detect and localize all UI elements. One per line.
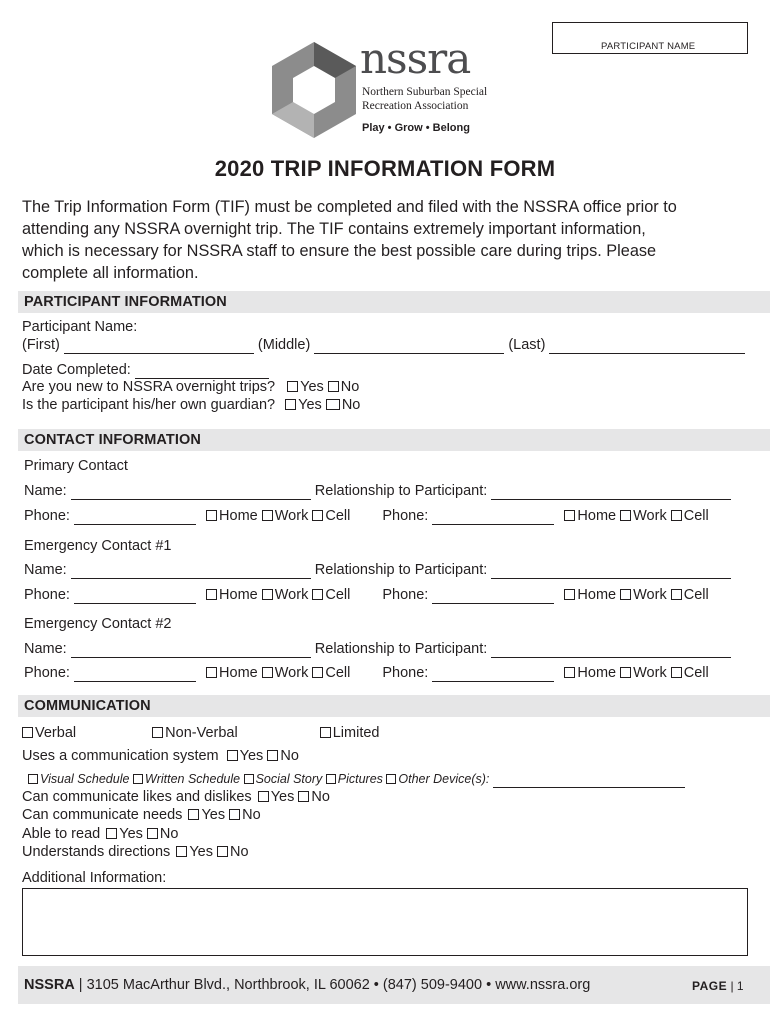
yes-label: Yes (300, 379, 324, 395)
likes-row (22, 788, 330, 806)
emergency2-phone-row (24, 664, 709, 682)
emergency1-name-row (24, 561, 731, 579)
checkbox[interactable] (312, 667, 323, 678)
home-label: Home (577, 665, 617, 681)
checkbox[interactable] (227, 750, 238, 761)
own-guardian-question: Is the participant his/her own guardian? (22, 397, 276, 413)
footer-separator: | (78, 977, 87, 993)
participant-section-header (18, 291, 770, 313)
no-label: No (230, 844, 249, 860)
emergency1-relationship-field[interactable] (491, 565, 731, 579)
no-label: No (340, 379, 360, 395)
checkbox[interactable] (328, 381, 339, 392)
yes-label: Yes (189, 844, 213, 860)
phone-label: Phone: (24, 508, 70, 524)
communication-type-row (22, 724, 379, 742)
own-guardian-row (22, 396, 360, 414)
additional-info-textarea[interactable] (22, 888, 748, 956)
checkbox[interactable] (320, 727, 331, 738)
footer-separator: | (730, 979, 737, 993)
page-number: 1 (736, 979, 744, 993)
checkbox[interactable] (176, 846, 187, 857)
checkbox[interactable] (671, 510, 682, 521)
home-label: Home (219, 587, 258, 603)
checkbox[interactable] (188, 809, 199, 820)
checkbox[interactable] (312, 589, 323, 600)
emergency2-name-field[interactable] (71, 644, 311, 658)
page-label: PAGE (692, 979, 728, 993)
uses-system-label: Uses a communication system (22, 748, 219, 764)
footer-page-indicator (692, 979, 744, 993)
phone-field[interactable] (432, 590, 554, 604)
phone-field[interactable] (74, 668, 196, 682)
checkbox[interactable] (386, 774, 396, 784)
written-schedule-label: Written Schedule (144, 772, 241, 786)
checkbox[interactable] (152, 727, 163, 738)
work-label: Work (633, 665, 667, 681)
primary-name-field[interactable] (71, 486, 311, 500)
checkbox[interactable] (285, 399, 296, 410)
section-title: PARTICIPANT INFORMATION (24, 294, 227, 310)
footer-address: 3105 MacArthur Blvd., Northbrook, IL 60062 • (847) 509-9400 • www.nssra.org (86, 977, 591, 993)
home-label: Home (219, 508, 258, 524)
checkbox[interactable] (564, 510, 575, 521)
checkbox[interactable] (206, 510, 217, 521)
emergency2-name-row (24, 640, 731, 658)
non-verbal-label: Non-Verbal (165, 725, 238, 741)
logo-org-line1: Northern Suburban Special (362, 86, 488, 98)
read-label: Able to read (22, 826, 101, 842)
checkbox[interactable] (229, 809, 240, 820)
logo-org-line2: Recreation Association (362, 100, 469, 112)
intro-paragraph (22, 196, 677, 284)
additional-info-label: Additional Information: (22, 870, 167, 886)
pictures-label: Pictures (337, 772, 383, 786)
relationship-label: Relationship to Participant: (314, 641, 488, 657)
checkbox[interactable] (267, 750, 278, 761)
form-title: 2020 TRIP INFORMATION FORM (214, 156, 556, 181)
checkbox[interactable] (620, 510, 631, 521)
last-name-field[interactable] (549, 340, 745, 354)
participant-name-label: Participant Name: (22, 319, 138, 335)
phone-field[interactable] (432, 511, 554, 525)
participant-name-row (22, 336, 745, 354)
checkbox[interactable] (244, 774, 254, 784)
phone-label: Phone: (382, 665, 429, 681)
communication-section-header (18, 695, 770, 717)
section-title: COMMUNICATION (24, 698, 151, 714)
visual-schedule-label: Visual Schedule (40, 772, 130, 786)
checkbox[interactable] (258, 791, 269, 802)
directions-row (22, 843, 249, 861)
hexagon-logo-icon (268, 40, 360, 140)
system-types-row (28, 770, 685, 788)
checkbox[interactable] (147, 828, 158, 839)
work-label: Work (633, 508, 667, 524)
no-label: No (159, 826, 179, 842)
uses-system-row (22, 747, 299, 765)
name-label: Name: (24, 483, 67, 499)
date-completed-label: Date Completed: (22, 362, 131, 378)
nssra-logo (268, 34, 508, 140)
checkbox[interactable] (106, 828, 117, 839)
relationship-label: Relationship to Participant: (314, 562, 488, 578)
needs-label: Can communicate needs (22, 807, 183, 823)
checkbox[interactable] (564, 667, 575, 678)
phone-label: Phone: (24, 665, 70, 681)
date-completed-field[interactable] (135, 365, 269, 379)
emergency-contact-1-label: Emergency Contact #1 (24, 538, 172, 554)
cell-label: Cell (683, 665, 709, 681)
contact-section-header (18, 429, 770, 451)
read-row (22, 825, 178, 843)
social-story-label: Social Story (255, 772, 323, 786)
primary-name-row (24, 482, 731, 500)
other-devices-field[interactable] (493, 776, 685, 788)
home-label: Home (219, 665, 258, 681)
date-completed-row (22, 361, 269, 379)
phone-field[interactable] (74, 511, 196, 525)
checkbox[interactable] (620, 589, 631, 600)
primary-phone-row (24, 507, 709, 525)
checkbox[interactable] (262, 510, 273, 521)
participant-name-label: PARTICIPANT NAME (601, 41, 696, 52)
work-label: Work (633, 587, 667, 603)
logo-wordmark: nssra (360, 34, 471, 83)
checkbox[interactable] (133, 774, 143, 784)
checkbox[interactable] (671, 667, 682, 678)
emergency1-name-field[interactable] (71, 565, 311, 579)
no-label: No (280, 748, 299, 764)
checkbox[interactable] (620, 667, 631, 678)
checkbox[interactable] (564, 589, 575, 600)
likes-label: Can communicate likes and dislikes (22, 789, 252, 805)
home-label: Home (577, 587, 617, 603)
phone-label: Phone: (382, 587, 429, 603)
footer-org: NSSRA (24, 977, 75, 993)
no-label: No (341, 397, 361, 413)
new-to-trips-row (22, 378, 359, 396)
cell-label: Cell (325, 665, 351, 681)
checkbox[interactable] (671, 589, 682, 600)
logo-tagline: Play • Grow • Belong (362, 122, 470, 134)
checkbox[interactable] (326, 399, 340, 410)
yes-label: Yes (201, 807, 226, 823)
name-label: Name: (24, 562, 67, 578)
emergency-contact-2-label: Emergency Contact #2 (24, 616, 172, 632)
intro-line: complete all information. (22, 264, 199, 282)
needs-row (22, 806, 261, 824)
home-label: Home (577, 508, 617, 524)
yes-label: Yes (270, 789, 295, 805)
last-label: (Last) (508, 337, 546, 353)
checkbox[interactable] (298, 791, 309, 802)
checkbox[interactable] (206, 589, 217, 600)
other-devices-label: Other Device(s): (398, 772, 490, 786)
directions-label: Understands directions (22, 844, 171, 860)
primary-relationship-field[interactable] (491, 486, 731, 500)
intro-line: The Trip Information Form (TIF) must be completed and filed with the NSSRA office prior to (22, 198, 677, 216)
intro-line: attending any NSSRA overnight trip. The TIF contains extremely important information, (22, 220, 646, 238)
checkbox[interactable] (262, 589, 273, 600)
work-label: Work (274, 665, 309, 681)
emergency2-relationship-field[interactable] (491, 644, 731, 658)
phone-field[interactable] (74, 590, 196, 604)
checkbox[interactable] (28, 774, 38, 784)
verbal-label: Verbal (35, 725, 77, 741)
checkbox[interactable] (262, 667, 273, 678)
new-to-trips-question: Are you new to NSSRA overnight trips? (22, 379, 276, 395)
first-name-field[interactable] (64, 340, 254, 354)
checkbox[interactable] (312, 510, 323, 521)
checkbox[interactable] (22, 727, 33, 738)
cell-label: Cell (683, 587, 709, 603)
yes-label: Yes (239, 748, 264, 764)
emergency1-phone-row (24, 586, 709, 604)
checkbox[interactable] (326, 774, 336, 784)
no-label: No (311, 789, 330, 805)
limited-label: Limited (332, 725, 380, 741)
checkbox[interactable] (217, 846, 228, 857)
yes-label: Yes (298, 397, 322, 413)
work-label: Work (274, 508, 309, 524)
cell-label: Cell (325, 587, 351, 603)
primary-contact-label: Primary Contact (24, 458, 128, 474)
checkbox[interactable] (206, 667, 217, 678)
participant-name-box[interactable] (552, 22, 748, 54)
footer-bar (18, 966, 770, 1004)
phone-label: Phone: (24, 587, 70, 603)
middle-name-field[interactable] (314, 340, 504, 354)
checkbox[interactable] (287, 381, 298, 392)
no-label: No (242, 807, 261, 823)
section-title: CONTACT INFORMATION (24, 432, 201, 448)
name-label: Name: (24, 641, 67, 657)
work-label: Work (274, 587, 309, 603)
footer-address-line (24, 977, 590, 993)
yes-label: Yes (119, 826, 143, 842)
cell-label: Cell (683, 508, 709, 524)
cell-label: Cell (325, 508, 351, 524)
relationship-label: Relationship to Participant: (314, 483, 488, 499)
phone-field[interactable] (432, 668, 554, 682)
middle-label: (Middle) (257, 337, 311, 353)
phone-label: Phone: (382, 508, 429, 524)
first-label: (First) (22, 337, 60, 353)
intro-line: which is necessary for NSSRA staff to ensure the best possible care during trips. Please (22, 242, 657, 260)
